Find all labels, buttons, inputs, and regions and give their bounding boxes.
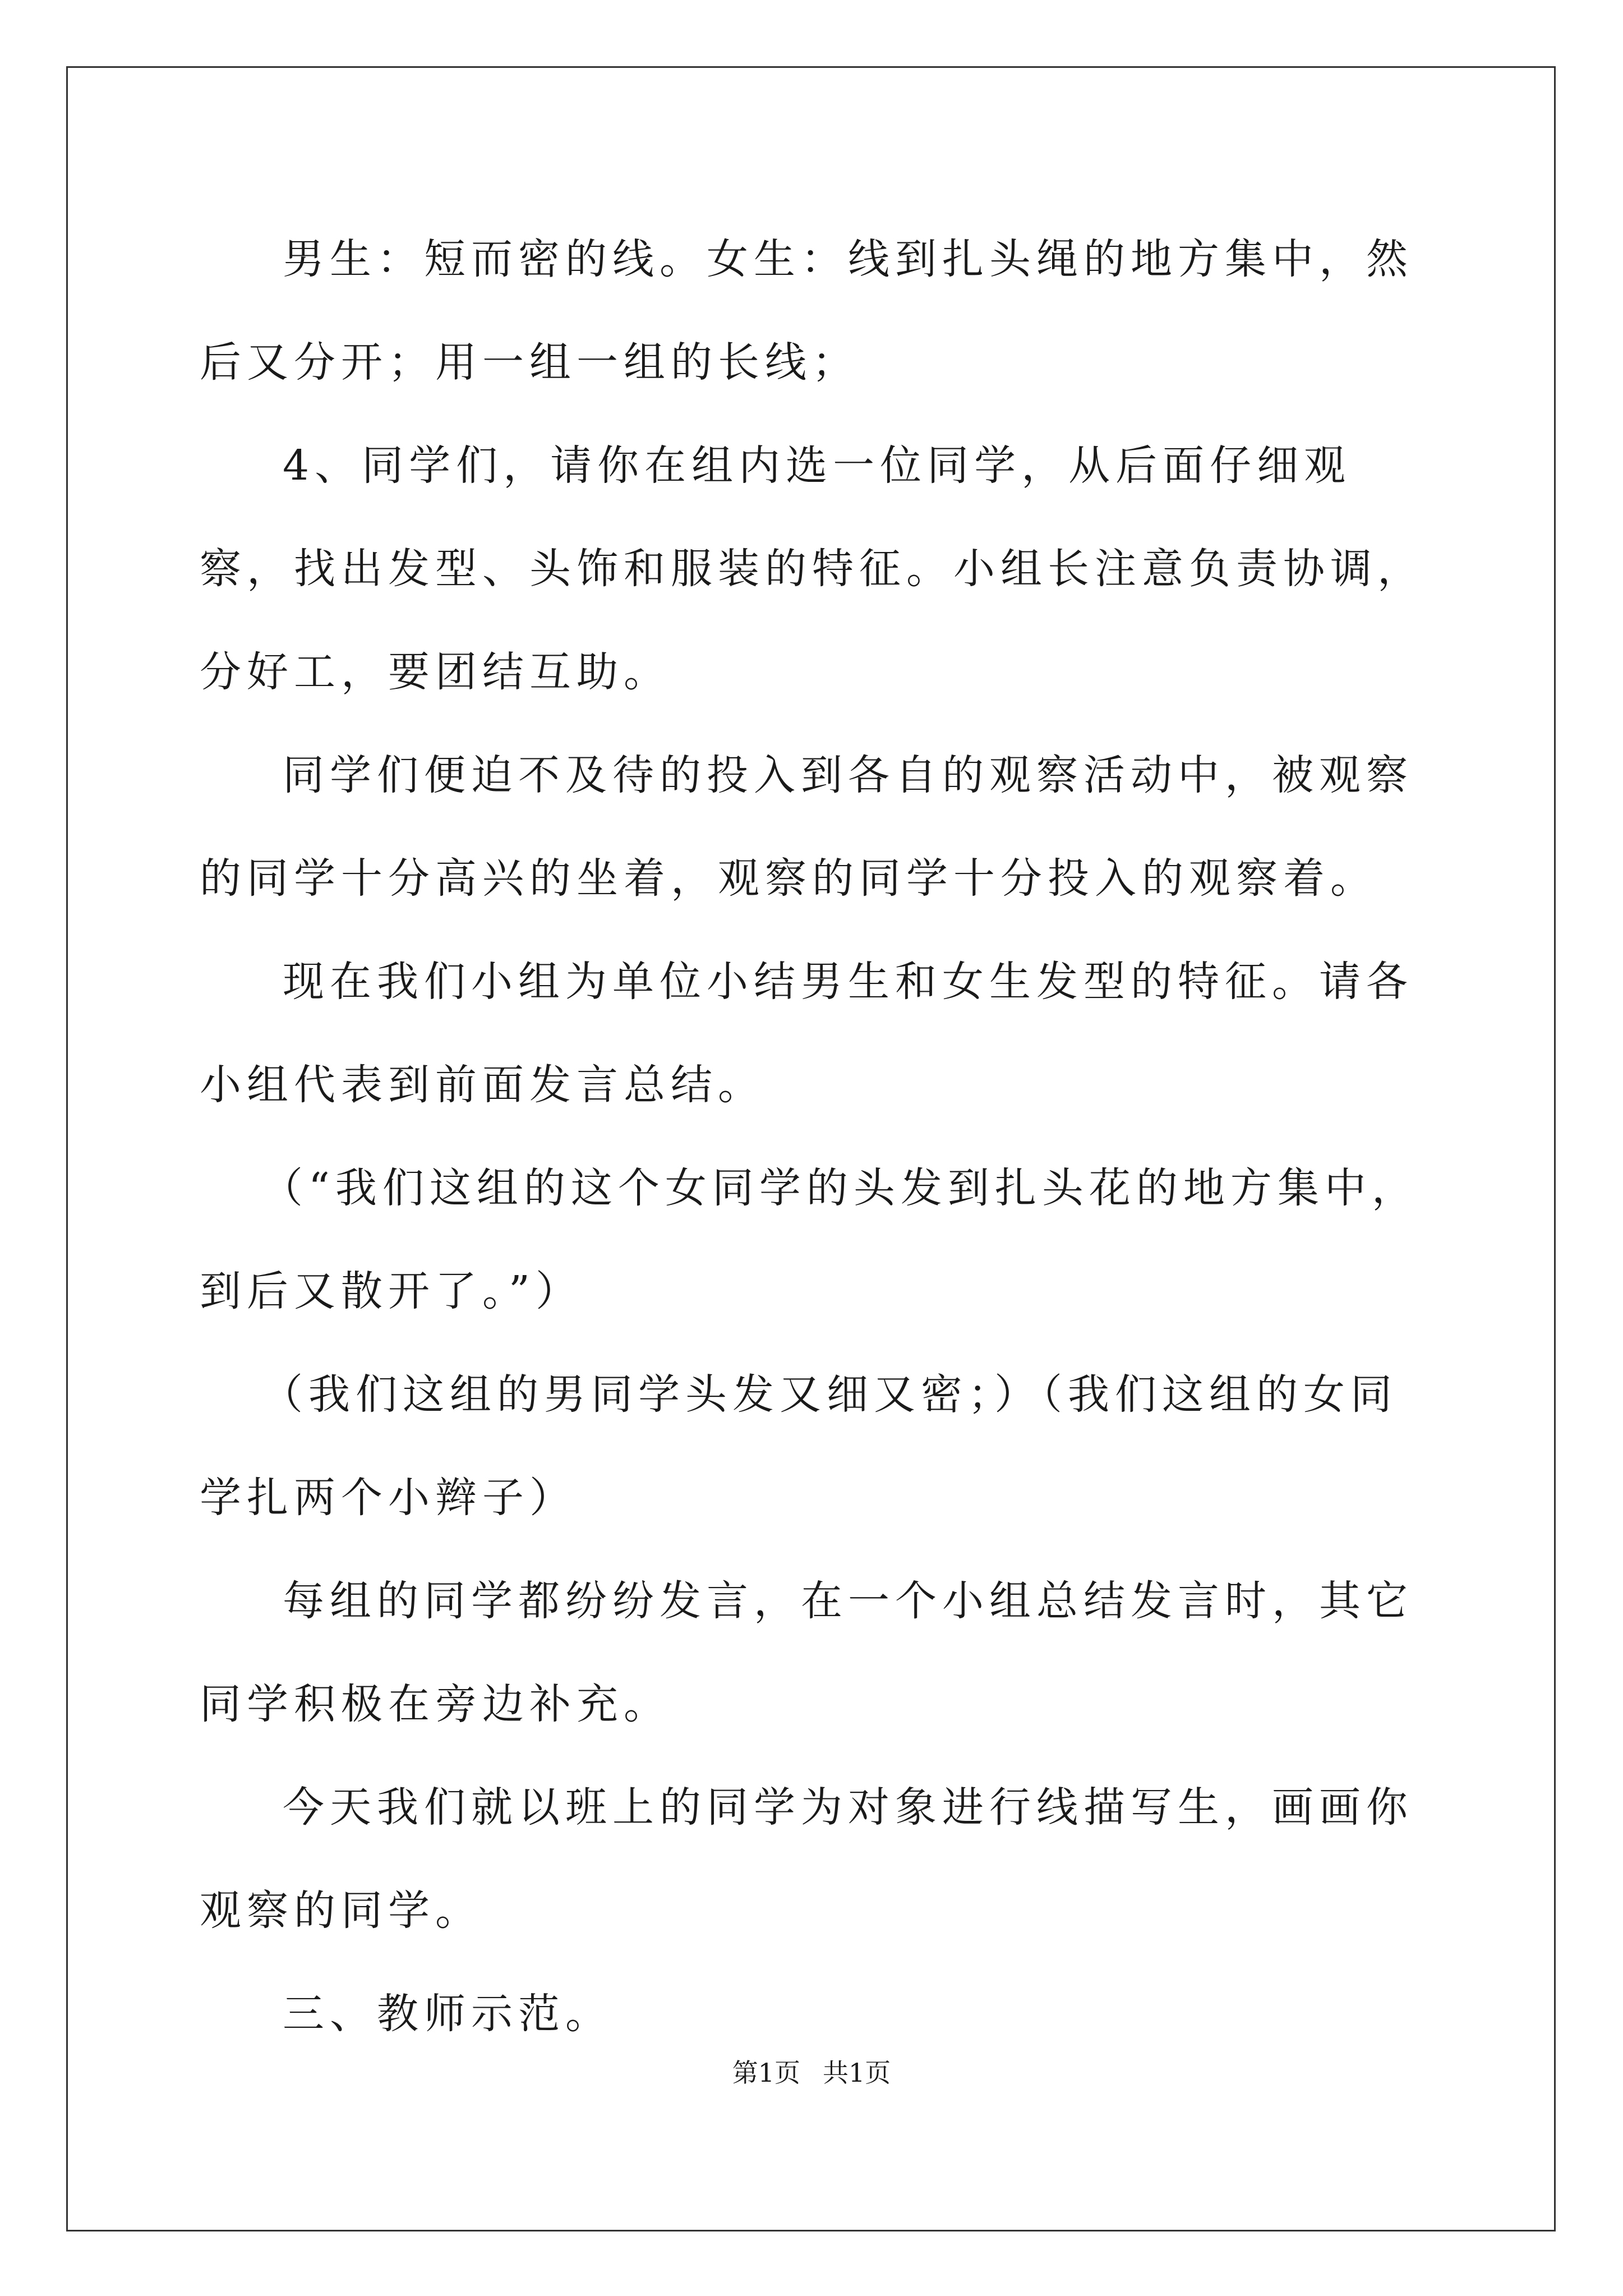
paragraph-2: 4、同学们，请你在组内选一位同学，从后面仔细观察，找出发型、头饰和服装的特征。小组长注意负责协调，分好工，要团结互助。 (200, 441, 1424, 696)
paragraph-3: 同学们便迫不及待的投入到各自的观察活动中，被观察的同学十分高兴的坐着，观察的同学十分投入的观察着。 (200, 751, 1413, 903)
paragraph-4: 现在我们小组为单位小结男生和女生发型的特征。请各小组代表到前面发言总结。 (200, 958, 1413, 1109)
page-footer (0, 2056, 1623, 2090)
page-total: 共1页 (823, 2058, 891, 2088)
paragraph-1: 男生：短而密的线。女生：线到扎头绳的地方集中，然后又分开；用一组一组的长线； (200, 235, 1413, 386)
paragraph-5: （“我们这组的这个女同学的头发到扎头花的地方集中，到后又散开了。”） (200, 1164, 1419, 1315)
paragraph-8: 今天我们就以班上的同学为对象进行线描写生，画画你观察的同学。 (200, 1783, 1413, 1935)
page-number: 第1页 (732, 2058, 800, 2088)
paragraph-6: （我们这组的男同学头发又细又密；）（我们这组的女同学扎两个小辫子） (200, 1370, 1398, 1522)
document-body (200, 208, 1433, 2065)
paragraph-7: 每组的同学都纷纷发言，在一个小组总结发言时，其它同学积极在旁边补充。 (200, 1577, 1413, 1728)
paragraph-9: 三、教师示范。 (283, 1990, 612, 2038)
